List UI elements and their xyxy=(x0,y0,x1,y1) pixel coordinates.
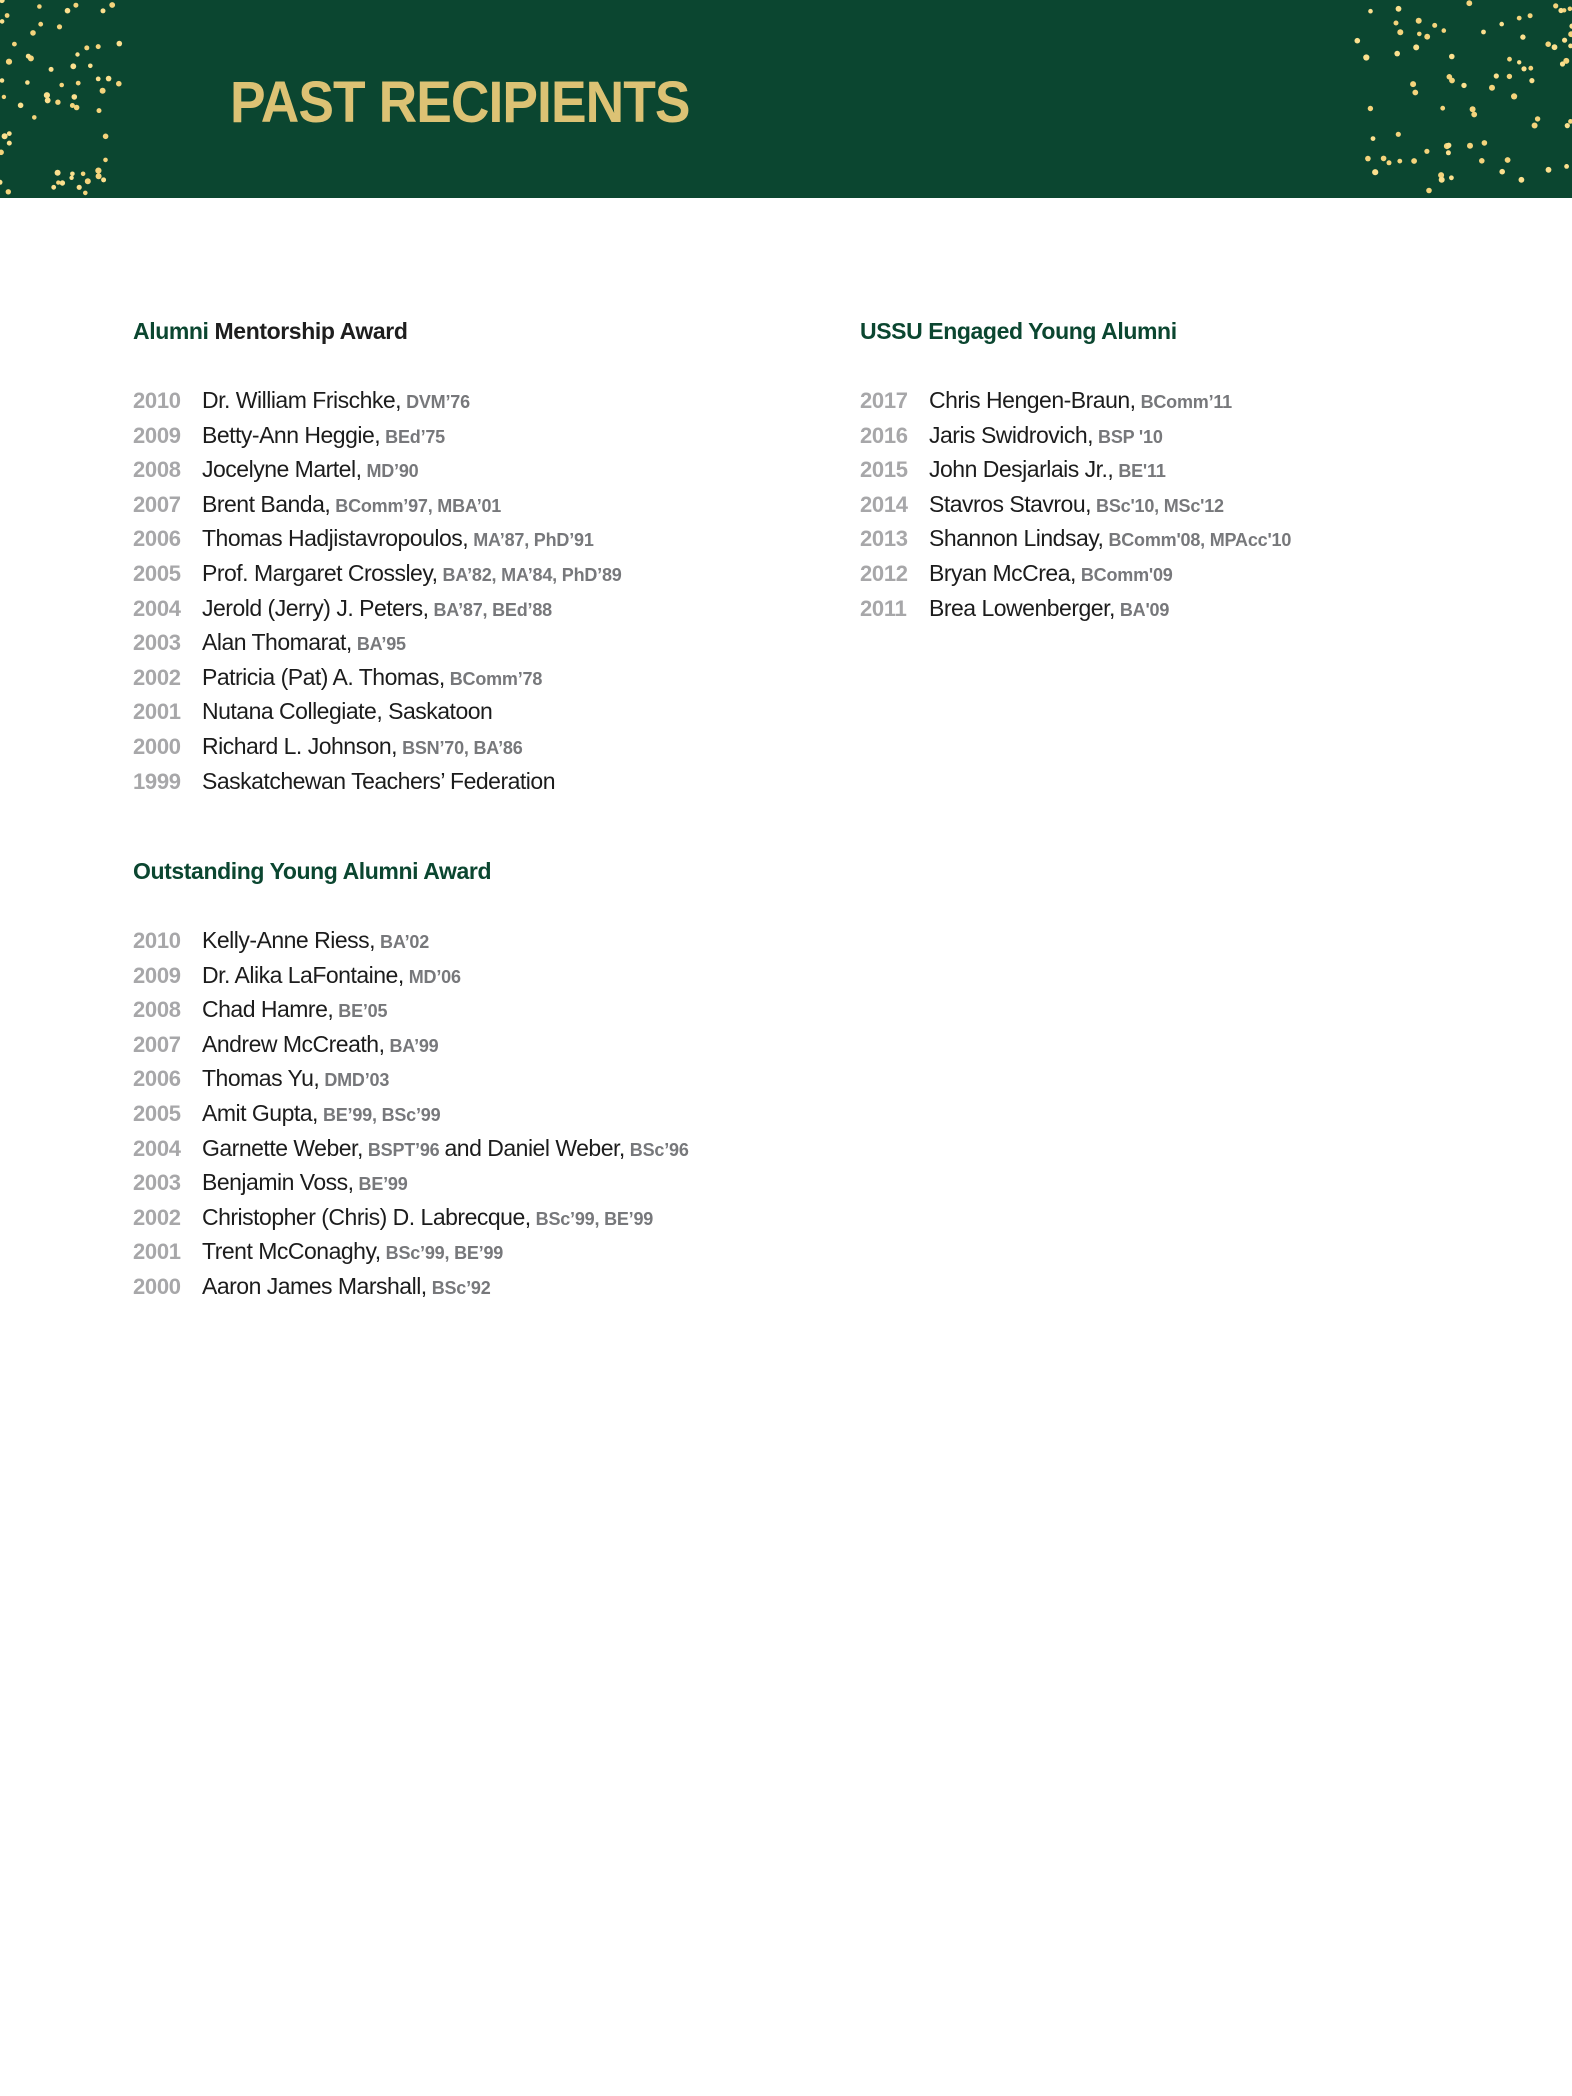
confetti-dot xyxy=(1535,116,1540,121)
header-banner xyxy=(0,0,1572,198)
recipient-degree: BSP '10 xyxy=(1098,426,1163,447)
confetti-dot xyxy=(69,176,73,180)
confetti-dot xyxy=(1461,83,1466,88)
recipient-name: Amit Gupta, xyxy=(202,1099,318,1126)
confetti-dot xyxy=(1394,21,1399,26)
recipient-degree: BE’99, BSc’99 xyxy=(322,1104,441,1125)
recipient-list xyxy=(860,387,1291,629)
confetti-dot xyxy=(1471,112,1477,118)
recipient-name: Bryan McCrea, xyxy=(929,559,1076,586)
recipient-degree: BE’05 xyxy=(338,1001,388,1022)
confetti-dot xyxy=(96,173,102,179)
confetti-dot xyxy=(1396,6,1402,12)
recipient-row xyxy=(133,1100,689,1135)
recipient-name: Christopher (Chris) D. Labrecque, xyxy=(202,1203,531,1230)
recipient-year: 2001 xyxy=(133,699,181,725)
confetti-dot xyxy=(1568,44,1572,49)
recipient-row xyxy=(133,387,622,422)
recipient-row xyxy=(133,1169,689,1204)
recipient-row xyxy=(133,996,689,1031)
confetti-dot xyxy=(1466,0,1472,6)
recipient-name: Brent Banda, xyxy=(202,490,331,517)
recipient-year: 2007 xyxy=(133,491,181,517)
confetti-dot xyxy=(106,76,112,82)
confetti-dot xyxy=(1440,106,1445,111)
confetti-dot xyxy=(1387,160,1392,165)
confetti-dot xyxy=(1507,74,1512,79)
confetti-dot xyxy=(1528,66,1533,71)
confetti-dot xyxy=(38,22,43,27)
recipient-year: 2006 xyxy=(133,1066,181,1092)
confetti-dot xyxy=(1371,136,1376,141)
recipient-degree: BA’87, BEd’88 xyxy=(433,599,552,620)
recipient-year: 2014 xyxy=(860,491,908,517)
confetti-dot xyxy=(1449,54,1455,60)
recipient-name: Trent McConaghy, xyxy=(202,1238,381,1265)
recipient-row xyxy=(133,962,689,997)
recipient-list xyxy=(133,927,689,1308)
recipient-name: Chris Hengen-Braun, xyxy=(929,387,1136,413)
recipient-year: 2016 xyxy=(860,422,908,448)
confetti-dot xyxy=(0,150,4,156)
recipient-name: Aaron James Marshall, xyxy=(202,1272,427,1299)
recipient-name: Thomas Hadjistavropoulos, xyxy=(202,525,469,552)
confetti-dot xyxy=(1447,74,1453,80)
confetti-dot xyxy=(55,100,60,105)
confetti-dot xyxy=(57,24,62,29)
recipient-year: 2008 xyxy=(133,997,181,1023)
recipient-year: 2007 xyxy=(133,1031,181,1057)
recipient-row xyxy=(860,387,1291,422)
confetti-dot xyxy=(116,81,122,87)
confetti-dot xyxy=(1507,57,1512,62)
recipient-name: Betty-Ann Heggie, xyxy=(202,421,381,448)
recipient-row xyxy=(133,664,622,699)
recipient-year: 2015 xyxy=(860,457,908,483)
recipient-year: 2009 xyxy=(133,962,181,988)
recipient-degree: BComm’11 xyxy=(1140,392,1232,412)
recipient-degree: BComm’78 xyxy=(449,668,543,689)
recipient-name: Jaris Swidrovich, xyxy=(929,421,1094,448)
recipient-year: 2005 xyxy=(133,560,181,586)
recipient-joiner: and Daniel Weber, xyxy=(444,1134,625,1161)
confetti-dot xyxy=(1568,119,1572,124)
confetti-dot xyxy=(70,63,76,69)
confetti-dot xyxy=(1397,29,1403,35)
recipient-row xyxy=(133,422,622,457)
recipient-name: Saskatchewan Teachers’ Federation xyxy=(202,767,555,794)
recipient-name: Garnette Weber, xyxy=(202,1134,363,1161)
recipient-year: 2003 xyxy=(133,1170,181,1196)
recipient-year: 2001 xyxy=(133,1239,181,1265)
confetti-dot xyxy=(84,45,89,50)
confetti-dot xyxy=(1494,73,1499,78)
confetti-dot xyxy=(74,105,80,111)
recipient-degree: BSc’96 xyxy=(629,1139,689,1160)
recipient-row xyxy=(860,422,1291,457)
recipient-name: Andrew McCreath, xyxy=(202,1030,385,1057)
recipient-degree: DVM’76 xyxy=(406,392,470,412)
recipient-degree: BSc’92 xyxy=(431,1277,491,1298)
recipient-degree: BComm’97, MBA’01 xyxy=(335,495,502,516)
recipient-year: 2008 xyxy=(133,457,181,483)
confetti-dot xyxy=(97,108,102,113)
recipient-degree: BSPT’96 xyxy=(367,1139,440,1160)
confetti-dot xyxy=(1446,143,1451,148)
recipient-name: Stavros Stavrou, xyxy=(929,490,1092,517)
confetti-dot xyxy=(1481,30,1486,35)
confetti-dot xyxy=(2,95,6,99)
confetti-dot xyxy=(1368,9,1373,14)
section-title: Outstanding Young Alumni Award xyxy=(133,858,492,884)
section-outstanding-young-alumni-award xyxy=(133,860,689,1308)
recipient-row xyxy=(133,1031,689,1066)
recipient-year: 2003 xyxy=(133,630,181,656)
recipient-year: 2009 xyxy=(133,422,181,448)
recipient-list xyxy=(133,387,622,802)
recipient-row xyxy=(860,525,1291,560)
confetti-dot xyxy=(1396,132,1401,137)
section-title-accent: Alumni xyxy=(133,318,209,344)
confetti-dot xyxy=(30,30,36,36)
confetti-dot xyxy=(1517,60,1521,64)
recipient-degree: BA’82, MA’84, PhD’89 xyxy=(442,564,622,585)
confetti-dot xyxy=(1532,123,1538,129)
recipient-name: Richard L. Johnson, xyxy=(202,732,398,759)
recipient-name: Patricia (Pat) A. Thomas, xyxy=(202,663,445,690)
recipient-degree: BSN’70, BA’86 xyxy=(402,737,523,758)
confetti-dot xyxy=(37,4,42,9)
recipient-row xyxy=(133,1273,689,1308)
confetti-dot xyxy=(55,170,61,176)
confetti-dot xyxy=(1449,175,1454,180)
recipient-year: 2002 xyxy=(133,1204,181,1230)
recipient-row xyxy=(133,733,622,768)
recipient-degree: BComm'08, MPAcc'10 xyxy=(1108,530,1292,551)
confetti-dot xyxy=(72,94,78,100)
confetti-dot xyxy=(6,189,11,194)
confetti-dot xyxy=(1520,34,1525,39)
confetti-dot xyxy=(1519,177,1525,183)
confetti-dot xyxy=(1564,164,1569,169)
confetti-dot xyxy=(77,185,82,190)
confetti-dot xyxy=(12,42,17,47)
confetti-dot xyxy=(1424,34,1430,40)
recipient-year: 2002 xyxy=(133,664,181,690)
confetti-dot xyxy=(0,19,4,24)
confetti-dot xyxy=(18,103,24,109)
confetti-dot xyxy=(49,67,54,72)
confetti-dot xyxy=(1552,44,1558,50)
confetti-dot xyxy=(32,115,37,120)
confetti-dot xyxy=(1489,85,1495,91)
confetti-dot xyxy=(1426,188,1432,194)
recipient-row xyxy=(133,1204,689,1239)
confetti-dot xyxy=(83,191,88,196)
recipient-degree: BEd’75 xyxy=(385,426,445,447)
confetti-dot xyxy=(0,78,4,83)
recipient-year: 2005 xyxy=(133,1100,181,1126)
confetti-dot xyxy=(45,97,51,103)
confetti-dot xyxy=(0,180,3,185)
confetti-dot xyxy=(101,8,106,13)
confetti-dot xyxy=(1568,31,1572,37)
confetti-dot xyxy=(1424,149,1429,154)
confetti-dot xyxy=(44,92,50,98)
confetti-dot xyxy=(73,3,78,8)
confetti-dot xyxy=(96,44,101,49)
confetti-dot xyxy=(1363,54,1369,60)
confetti-dot xyxy=(75,52,79,56)
confetti-dot xyxy=(56,180,60,184)
confetti-dot xyxy=(1470,106,1476,112)
recipient-row xyxy=(860,560,1291,595)
confetti-dot xyxy=(109,2,115,8)
recipient-name: Dr. Alika LaFontaine, xyxy=(202,961,404,988)
recipient-row xyxy=(133,629,622,664)
recipient-degree: BA'09 xyxy=(1119,599,1170,620)
recipient-degree: MD’90 xyxy=(366,461,419,482)
confetti-dot xyxy=(81,172,86,177)
confetti-dot xyxy=(1565,123,1570,128)
confetti-dot xyxy=(70,172,75,177)
recipient-name: Kelly-Anne Riess, xyxy=(202,927,376,953)
confetti-dot xyxy=(96,77,101,82)
recipient-name: Brea Lowenberger, xyxy=(929,594,1115,621)
confetti-dot xyxy=(101,177,106,182)
confetti-dot xyxy=(1413,44,1419,50)
confetti-dot xyxy=(1355,38,1361,44)
confetti-dot xyxy=(7,131,12,136)
confetti-dot xyxy=(59,83,64,88)
confetti-dot xyxy=(1417,32,1422,37)
recipient-row xyxy=(133,927,689,962)
confetti-dot xyxy=(100,88,106,94)
recipient-name: Alan Thomarat, xyxy=(202,629,352,656)
confetti-dot xyxy=(1381,156,1387,162)
confetti-dot xyxy=(1394,51,1400,57)
recipient-year: 2000 xyxy=(133,1273,181,1299)
recipient-degree: BE’99 xyxy=(358,1174,408,1195)
recipient-degree: BSc’99, BE’99 xyxy=(385,1243,504,1264)
confetti-dot xyxy=(1546,167,1552,173)
section-title: USSU Engaged Young Alumni xyxy=(860,318,1177,344)
confetti-dot xyxy=(1529,78,1534,83)
recipient-year: 1999 xyxy=(133,768,181,794)
recipient-degree: MA’87, PhD’91 xyxy=(473,530,594,551)
recipient-year: 2004 xyxy=(133,1135,181,1161)
confetti-dot xyxy=(1568,7,1572,12)
recipient-year: 2000 xyxy=(133,733,181,759)
confetti-dot xyxy=(1446,150,1451,155)
confetti-dot xyxy=(1482,140,1488,146)
confetti-dot xyxy=(1372,169,1378,175)
confetti-dot xyxy=(1511,93,1517,99)
recipient-row xyxy=(133,768,622,803)
recipient-degree: BA’02 xyxy=(380,932,430,952)
confetti-dot xyxy=(1368,106,1373,111)
recipient-name: Jerold (Jerry) J. Peters, xyxy=(202,594,429,621)
recipient-name: Shannon Lindsay, xyxy=(929,525,1104,552)
recipient-year: 2012 xyxy=(860,560,908,586)
confetti-dot xyxy=(2,133,8,139)
recipient-degree: BA’99 xyxy=(389,1035,439,1056)
recipient-row xyxy=(133,456,622,491)
recipient-degree: DMD’03 xyxy=(324,1070,390,1091)
recipient-row xyxy=(133,1135,689,1170)
confetti-dot xyxy=(5,13,10,18)
confetti-dot xyxy=(0,0,5,3)
recipient-year: 2004 xyxy=(133,595,181,621)
recipient-name: Prof. Margaret Crossley, xyxy=(202,559,438,586)
confetti-dot xyxy=(1365,156,1371,162)
recipient-name: Dr. William Frischke, xyxy=(202,387,402,413)
confetti-dot xyxy=(103,134,109,140)
recipient-degree: BSc’99, BE’99 xyxy=(535,1208,654,1229)
confetti-dot xyxy=(1439,177,1445,183)
recipient-row xyxy=(133,1065,689,1100)
confetti-dot xyxy=(1479,158,1485,164)
recipient-name: Chad Hamre, xyxy=(202,996,334,1023)
confetti-dot xyxy=(1562,38,1567,43)
confetti-dot xyxy=(1545,41,1551,47)
confetti-dot xyxy=(51,185,56,190)
recipient-row xyxy=(133,698,622,733)
recipient-year: 2013 xyxy=(860,526,908,552)
recipient-row xyxy=(133,491,622,526)
recipient-row xyxy=(860,595,1291,630)
recipient-name: Jocelyne Martel, xyxy=(202,456,362,483)
page-title: PAST RECIPIENTS xyxy=(230,70,690,135)
recipient-year: 2011 xyxy=(860,595,907,621)
recipient-row xyxy=(133,525,622,560)
recipient-degree: BA’95 xyxy=(356,634,406,655)
recipient-name: Thomas Yu, xyxy=(202,1065,320,1092)
confetti-dot xyxy=(1558,8,1563,13)
confetti-dot xyxy=(1517,16,1522,21)
confetti-dot xyxy=(1412,90,1418,96)
confetti-dot xyxy=(1505,157,1511,163)
confetti-dot xyxy=(60,180,65,185)
confetti-dot xyxy=(1528,13,1533,18)
confetti-dot xyxy=(1432,23,1437,28)
confetti-dot xyxy=(1397,159,1402,164)
section-title xyxy=(133,320,622,343)
confetti-dot xyxy=(1499,22,1504,27)
confetti-dot xyxy=(25,80,30,85)
confetti-dot xyxy=(1410,81,1416,87)
recipient-degree: BE'11 xyxy=(1118,461,1166,482)
confetti-dot xyxy=(103,158,108,163)
recipient-degree: BComm'09 xyxy=(1080,564,1173,585)
recipient-degree: BSc'10, MSc'12 xyxy=(1096,495,1224,516)
recipient-year: 2010 xyxy=(133,388,181,413)
recipient-row xyxy=(860,491,1291,526)
confetti-dot xyxy=(1416,18,1422,24)
confetti-dot xyxy=(88,64,93,69)
confetti-dot xyxy=(1499,169,1505,175)
confetti-dot xyxy=(26,54,31,59)
confetti-dot xyxy=(76,81,81,86)
recipient-year: 2010 xyxy=(133,928,181,953)
recipient-row xyxy=(133,560,622,595)
recipient-name: Nutana Collegiate, Saskatoon xyxy=(202,698,493,725)
confetti-dot xyxy=(65,8,71,14)
section-title-rest: Mentorship Award xyxy=(214,318,408,344)
confetti-dot xyxy=(1467,143,1473,149)
recipient-row xyxy=(133,595,622,630)
recipient-name: John Desjarlais Jr., xyxy=(929,456,1114,483)
confetti-dot xyxy=(7,141,12,146)
section-ussu-engaged-young-alumni xyxy=(860,320,1291,629)
recipient-degree: MD’06 xyxy=(408,966,461,987)
confetti-dot xyxy=(6,59,12,65)
recipient-year: 2017 xyxy=(860,388,908,413)
confetti-dot xyxy=(95,168,101,174)
confetti-dot xyxy=(1553,3,1558,8)
confetti-dot xyxy=(1563,58,1569,64)
confetti-dot xyxy=(117,41,123,47)
recipient-row xyxy=(133,1238,689,1273)
section-alumni-mentorship-award xyxy=(133,320,622,802)
recipient-year: 2006 xyxy=(133,526,181,552)
confetti-dot xyxy=(1521,66,1526,71)
confetti-dot xyxy=(1411,158,1417,164)
confetti-dot xyxy=(85,178,91,184)
recipient-name: Benjamin Voss, xyxy=(202,1169,354,1196)
confetti-dot xyxy=(1442,28,1447,33)
recipient-row xyxy=(860,456,1291,491)
